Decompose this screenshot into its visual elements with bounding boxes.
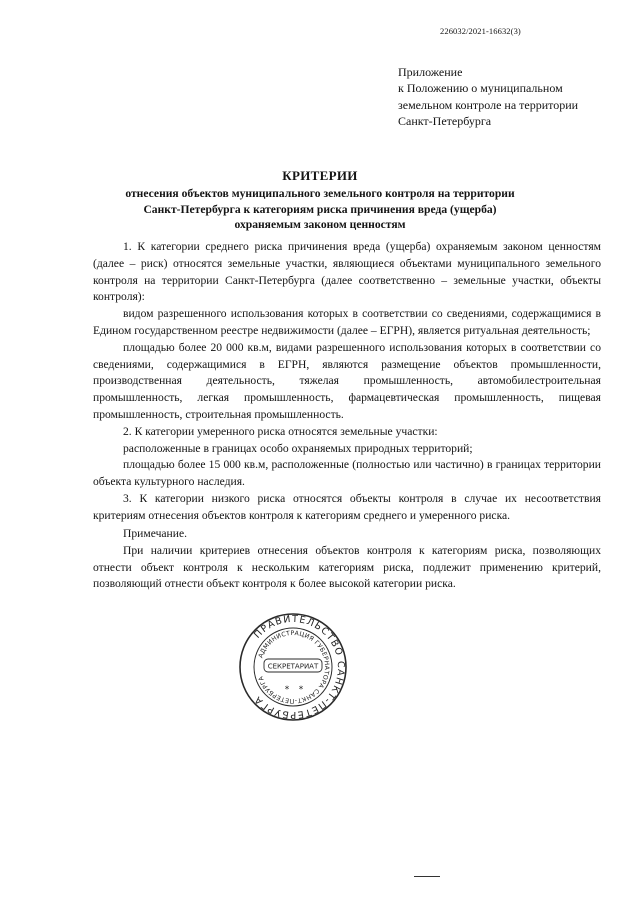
appendix-reference	[398, 64, 633, 130]
paragraph-cultural-heritage: площадью более 15 000 кв.м, расположенные (полностью или частично) в границах территории объекта культурного наследия.	[93, 458, 601, 489]
seal-center-text: СЕКРЕТАРИАТ	[267, 662, 319, 671]
paragraph-ritual-activity: видом разрешенного использования которых в соответствии со сведениями, содержащимися в Едином государственном реестре недвижимости (далее – ЕГРН), является ритуальная деятельность;	[93, 307, 601, 337]
note-section	[93, 526, 601, 593]
subtitle-line: Санкт-Петербурга к категориям риска причинения вреда (ущерба)	[143, 202, 497, 216]
note-text: При наличии критериев отнесения объектов контроля к категориям риска, позволяющих отнести объект контроля к нескольким категориям риска, подлежит применению критерий, позволяющий отнести объект контроля к более высокой категории риска.	[93, 543, 601, 591]
document-registration-number: 226032/2021-16632(3)	[440, 26, 521, 36]
appendix-line: к Положению о муниципальном	[398, 81, 563, 96]
criteria-body	[93, 239, 601, 525]
official-seal-stamp	[238, 612, 348, 722]
seal-star-icon: *	[284, 685, 290, 695]
paragraph-moderate-risk: 2. К категории умеренного риска относятся земельные участки:	[123, 424, 438, 438]
paragraph-industrial-area: площадью более 20 000 кв.м, видами разрешенного использования которых в соответствии со сведениями, содержащимися в ЕГРН, являются размещение объектов промышленности, производственная деятельность, тяжелая промышленность, автомобилестроительная промышленность, легкая промышленность, фармацевтическая промышленность, пищевая промышленность, строительная промышленность.	[93, 340, 601, 421]
document-title: КРИТЕРИИ	[282, 168, 358, 183]
footer-divider	[414, 876, 440, 877]
appendix-line: Приложение	[398, 65, 463, 79]
seal-star-icon: *	[298, 685, 304, 695]
note-heading: Примечание.	[123, 527, 187, 540]
appendix-line: Санкт-Петербурга	[398, 114, 492, 129]
paragraph-protected-territories: расположенные в границах особо охраняемых природных территорий;	[123, 441, 473, 455]
document-subtitle	[100, 186, 540, 233]
paragraph-low-risk: 3. К категории низкого риска относятся объекты контроля в случае их несоответствия критериям отнесения объектов контроля к категориям среднего и умеренного риска.	[93, 491, 601, 522]
seal-graphic	[238, 612, 348, 722]
seal-outer-text: ПРАВИТЕЛЬСТВО САНКТ-ПЕТЕРБУРГА	[252, 613, 347, 721]
seal-inner-text: АДМИНИСТРАЦИЯ ГУБЕРНАТОРА САНКТ-ПЕТЕРБУРГА	[257, 629, 331, 705]
paragraph-medium-risk: 1. К категории среднего риска причинения вреда (ущерба) охраняемым законом ценностям (далее – риск) относятся земельные участки, являющиеся объектами муниципального земельного контроля на территории Санкт-Петербурга (далее соответственно – земельные участки, объекты контроля):	[93, 240, 601, 304]
appendix-line: земельном контроле на территории	[398, 97, 579, 112]
subtitle-line: отнесения объектов муниципального земельного контроля на территории	[125, 187, 515, 200]
subtitle-line: охраняемым законом ценностям	[234, 218, 406, 232]
